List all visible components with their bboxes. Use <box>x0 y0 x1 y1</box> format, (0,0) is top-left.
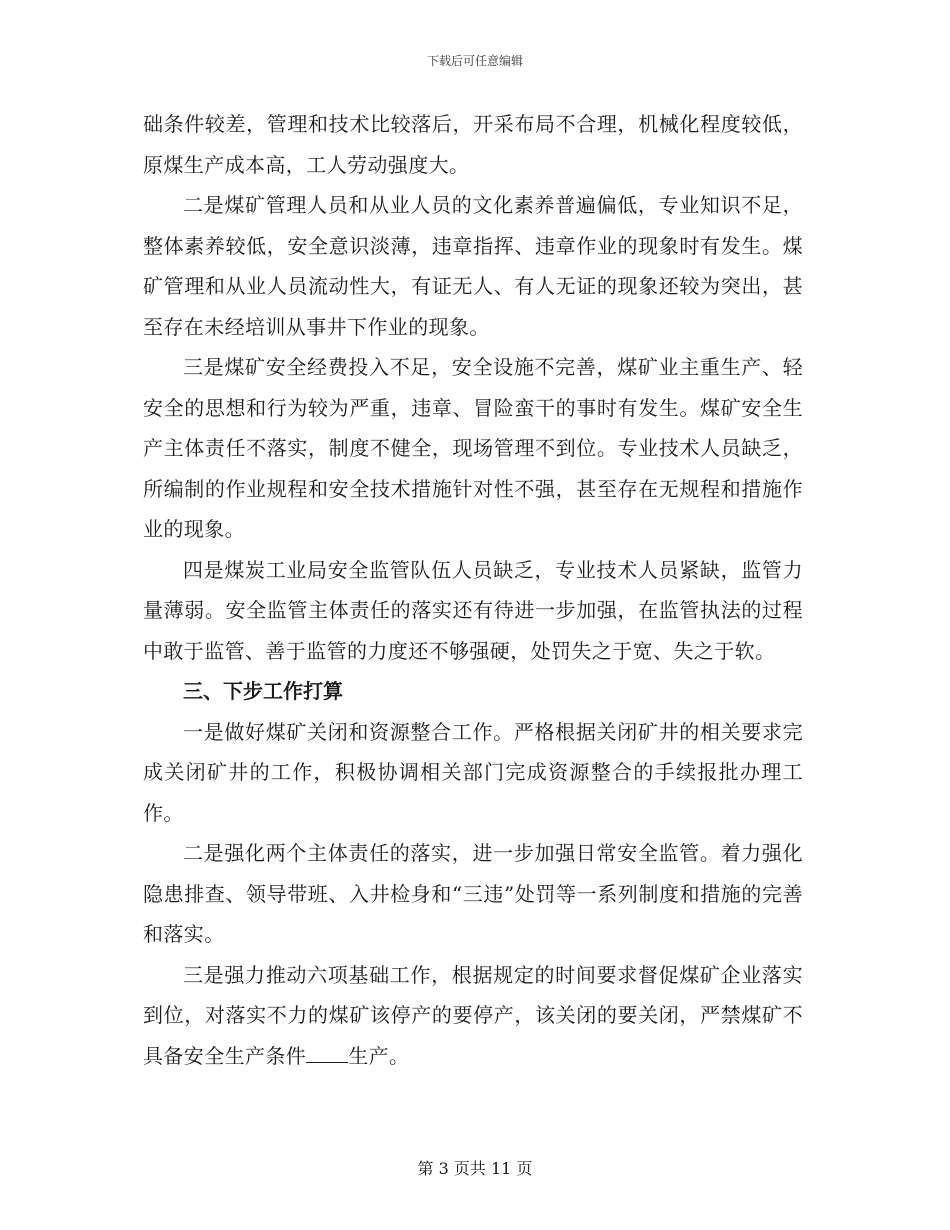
page-number: 第 3 页共 11 页 <box>417 1159 533 1178</box>
paragraph-continuation: 础条件较差，管理和技术比较落后，开采布局不合理，机械化程度较低，原煤生产成本高，工人劳动强度大。 <box>143 112 803 177</box>
document-body <box>143 104 803 1076</box>
paragraph-point-four: 四是煤炭工业局安全监管队伍人员缺乏，专业技术人员紧缺，监管力量薄弱。安全监管主体责任的落实还有待进一步加强，在监管执法的过程中敢于监管、善于监管的力度还不够强硬，处罚失之于宽、失之于软。 <box>143 557 803 663</box>
paragraph-plan-three-text: 三是强力推动六项基础工作，根据规定的时间要求督促煤矿企业落实到位，对落实不力的煤矿该停产的要停产，该关闭的要关闭，严禁煤矿不具备安全生产条件 <box>143 962 803 1068</box>
page-header: 下载后可任意编辑 <box>426 54 523 68</box>
paragraph-plan-three <box>143 955 803 1077</box>
paragraph-plan-one: 一是做好煤矿关闭和资源整合工作。严格根据关闭矿井的相关要求完成关闭矿井的工作，积极协调相关部门完成资源整合的手续报批办理工作。 <box>143 719 803 825</box>
section-heading: 三、下步工作打算 <box>183 679 343 703</box>
paragraph-point-two: 二是煤矿管理人员和从业人员的文化素养普遍偏低，专业知识不足，整体素养较低，安全意识淡薄，违章指挥、违章作业的现象时有发生。煤矿管理和从业人员流动性大，有证无人、有人无证的现象还较为突出，甚至存在未经培训从事井下作业的现象。 <box>143 193 803 339</box>
fill-in-blank <box>306 1044 348 1063</box>
paragraph-plan-two: 二是强化两个主体责任的落实，进一步加强日常安全监管。着力强化隐患排查、领导带班、入井检身和“三违”处罚等一系列制度和措施的完善和落实。 <box>143 841 803 946</box>
paragraph-point-three: 三是煤矿安全经费投入不足，安全设施不完善，煤矿业主重生产、轻安全的思想和行为较为严重，违章、冒险蛮干的事时有发生。煤矿安全生产主体责任不落实，制度不健全，现场管理不到位。专业技术人员缺乏，所编制的作业规程和安全技术措施针对性不强，甚至存在无规程和措施作业的现象。 <box>143 355 803 541</box>
paragraph-plan-three-end: 生产。 <box>348 1043 410 1068</box>
